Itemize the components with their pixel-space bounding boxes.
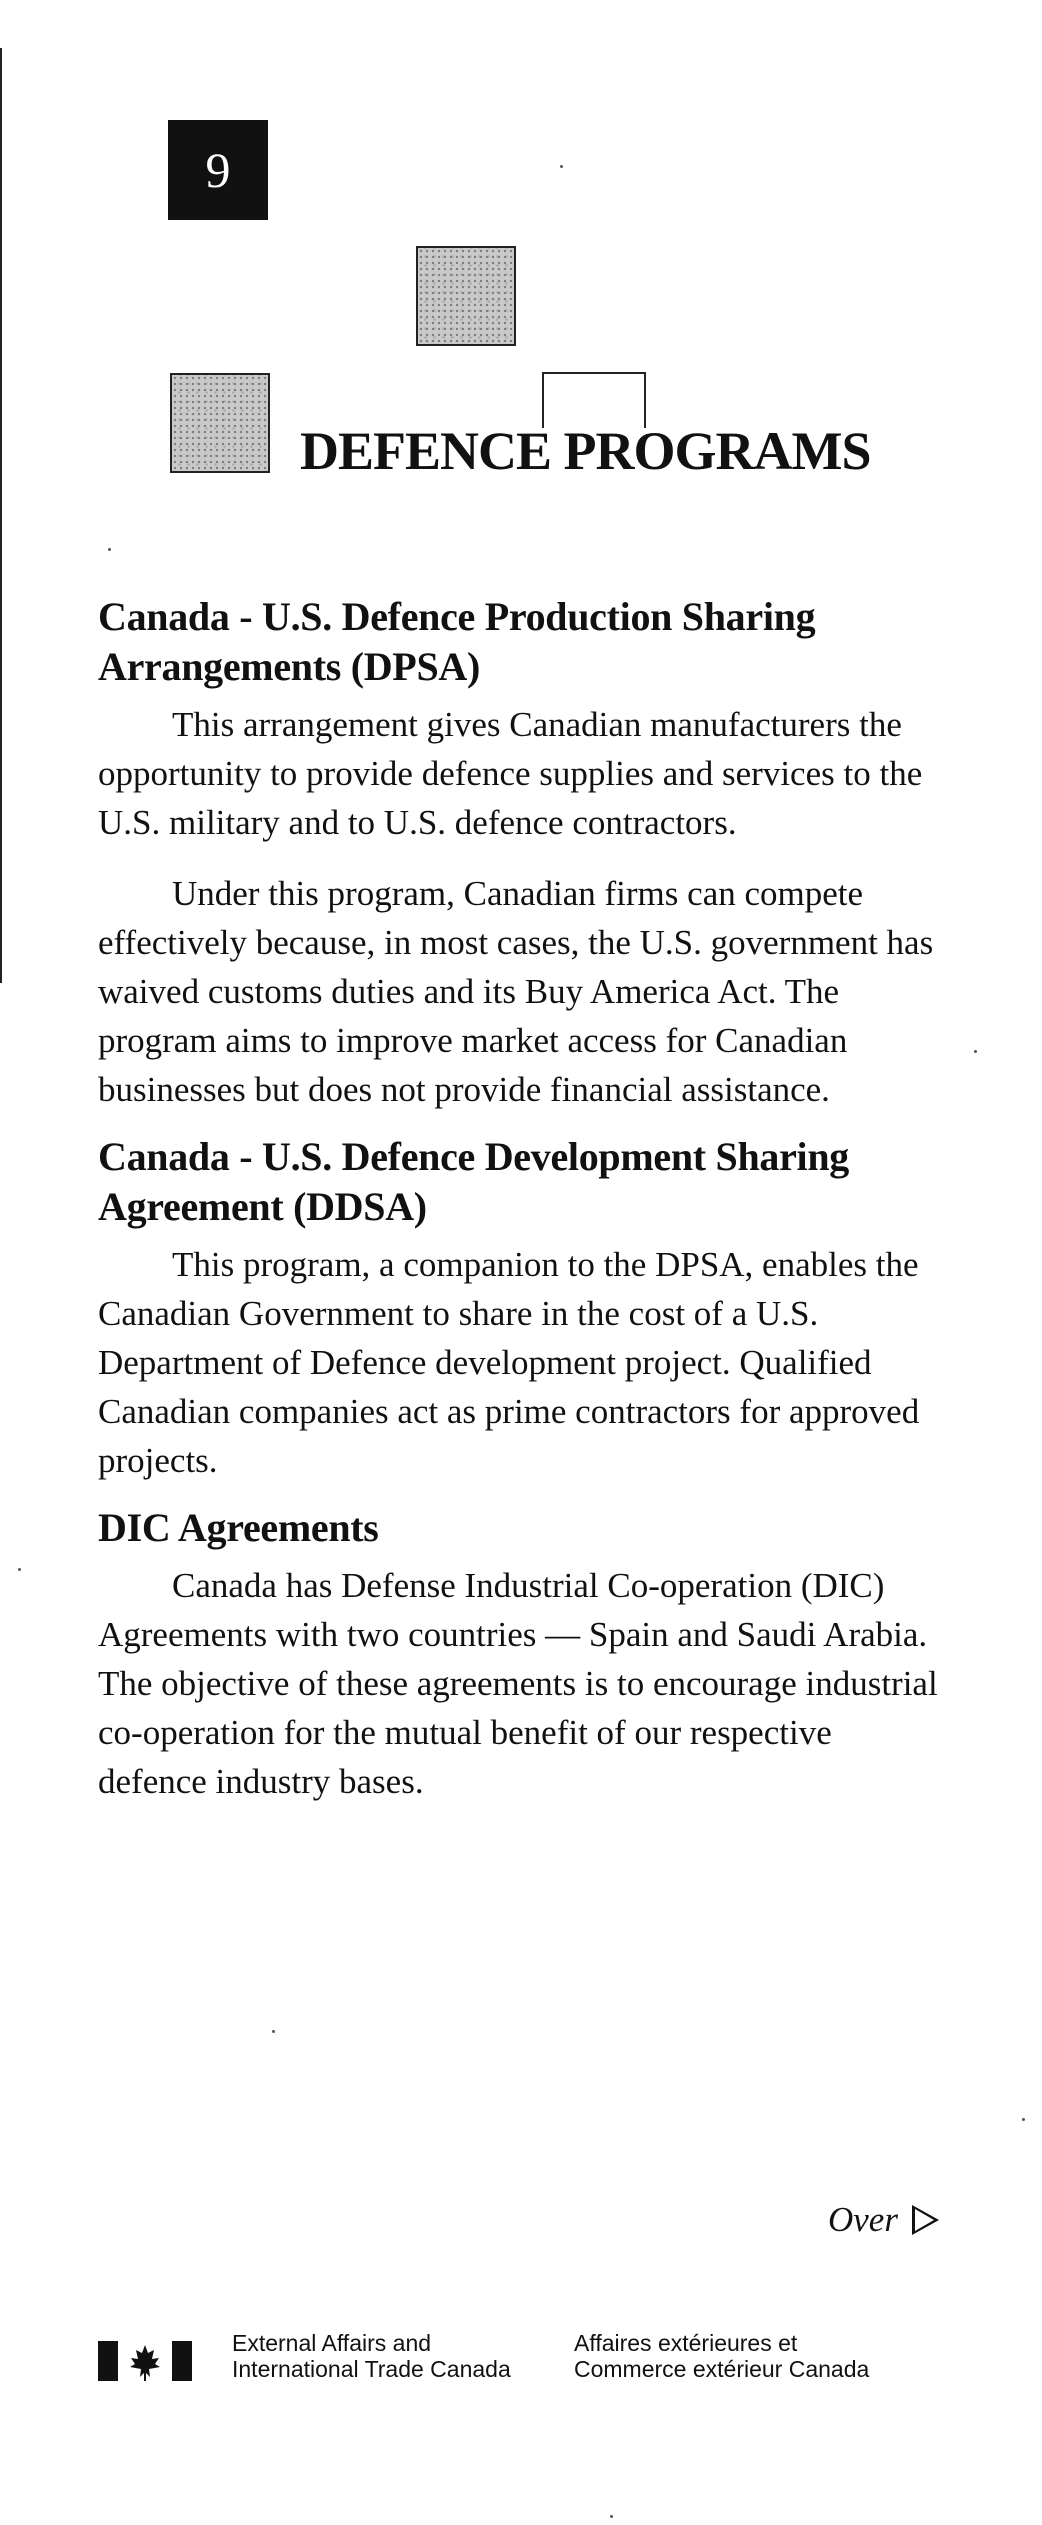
section-ddsa [98, 1132, 948, 1485]
textured-square-icon [170, 373, 270, 473]
footer-line: International Trade Canada [232, 2356, 511, 2382]
scan-speck [560, 165, 563, 168]
section-heading: DIC Agreements [98, 1505, 379, 1550]
outline-square-icon [542, 372, 646, 428]
paragraph: This program, a companion to the DPSA, enables the Canadian Government to share in the cost of a U.S. Department of Defence development project. Qualified Canadian companies act as prime contractors for approved projects. [98, 1245, 920, 1480]
scan-speck [974, 1050, 977, 1053]
scan-speck [18, 1568, 21, 1571]
left-margin-rule [0, 48, 2, 983]
paragraph: Canada has Defense Industrial Co-operation (DIC) Agreements with two countries — Spain and Saudi Arabia. The objective of these agreements is to encourage industrial co-operation for the mutual benefit of our respective defence industry bases. [98, 1566, 938, 1801]
paragraph: This arrangement gives Canadian manufacturers the opportunity to provide defence supplies and services to the U.S. military and to U.S. defence contractors. [98, 705, 923, 842]
over-label: Over [828, 2200, 898, 2239]
footer-french [574, 2330, 869, 2382]
main-content [98, 592, 948, 1806]
page-number-badge [168, 120, 268, 220]
section-heading: Canada - U.S. Defence Development Sharing Agreement (DDSA) [98, 1134, 850, 1229]
footer-line: Affaires extérieures et [574, 2330, 798, 2356]
section-heading: Canada - U.S. Defence Production Sharing Arrangements (DPSA) [98, 594, 816, 689]
canada-flag-wordmark-icon [98, 2337, 192, 2385]
scan-speck [610, 2515, 613, 2518]
footer-line: Commerce extérieur Canada [574, 2356, 870, 2382]
page-title: DEFENCE PROGRAMS [300, 421, 871, 481]
scan-speck [108, 548, 111, 551]
textured-square-icon [416, 246, 516, 346]
footer-line: External Affairs and [232, 2330, 432, 2356]
footer-english [232, 2330, 511, 2382]
section-dpsa [98, 592, 948, 1114]
scan-speck [272, 2030, 275, 2033]
section-dic [98, 1503, 948, 1806]
over-link[interactable] [828, 2200, 939, 2240]
paragraph: Under this program, Canadian firms can compete effectively because, in most cases, the U.S. government has waived customs duties and its Buy America Act. The program aims to improve market access for Canadian businesses but does not provide financial assistance. [98, 874, 934, 1109]
scan-speck [1022, 2118, 1025, 2121]
triangle-right-icon [912, 2205, 939, 2235]
page-number: 9 [205, 142, 231, 198]
